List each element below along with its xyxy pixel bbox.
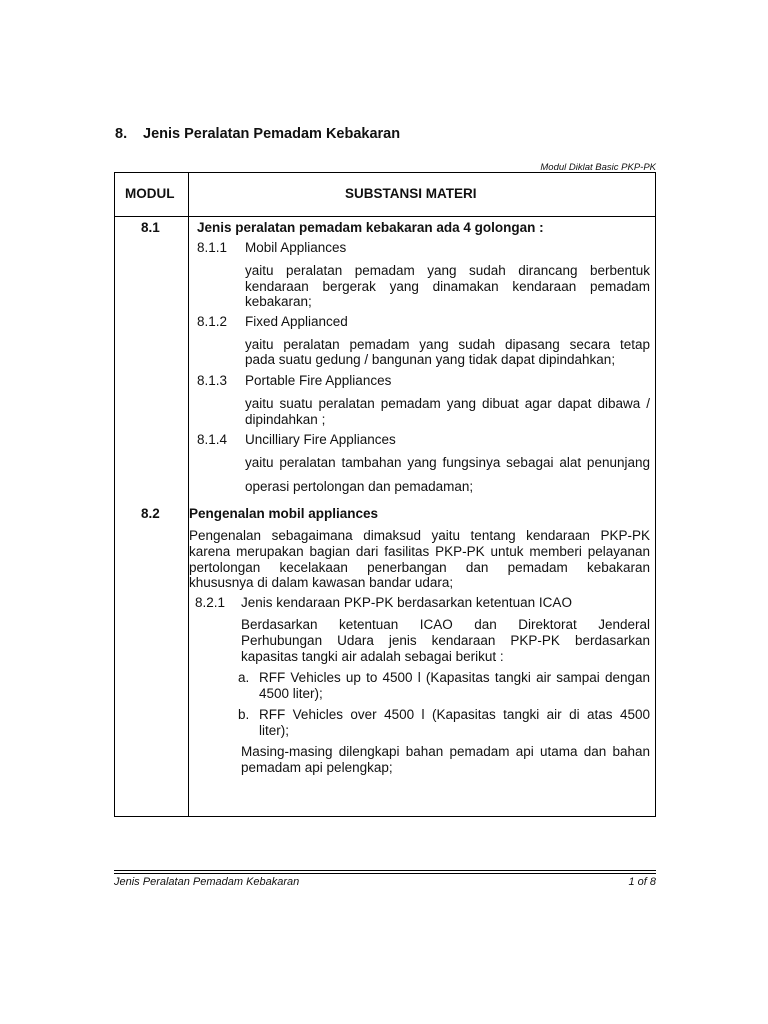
item-8-1-3-title: Portable Fire Appliances	[245, 373, 392, 388]
item-8-2-1-title: Jenis kendaraan PKP-PK berdasarkan ketentuan ICAO	[241, 595, 572, 610]
item-8-1-1-title: Mobil Appliances	[245, 240, 347, 255]
item-8-1-4-number: 8.1.4	[197, 432, 228, 447]
module-reference: Modul Diklat Basic PKP-PK	[540, 162, 656, 173]
item-8-1-1-line-2: kendaraan bergerak yang dinamakan kendaraan pemadam	[245, 279, 650, 294]
header-divider	[115, 216, 655, 217]
item-8-1-2-line-1: yaitu peralatan pemadam yang sudah dipasang secara tetap	[245, 337, 650, 352]
section-8-2-intro-line-2: karena merupakan bagian dari fasilitas PKP-PK untuk memberi pelayanan	[189, 544, 650, 559]
item-8-1-3-number: 8.1.3	[197, 373, 228, 388]
header-modul: MODUL	[125, 186, 175, 201]
header-substansi: SUBSTANSI MATERI	[345, 186, 477, 201]
item-8-1-1-line-3: kebakaran;	[245, 294, 312, 309]
list-item-a-label: a.	[238, 670, 250, 685]
item-8-1-3-line-2: dipindahkan ;	[245, 412, 326, 427]
item-8-1-2-line-2: pada suatu gedung / bangunan yang tidak dapat dipindahkan;	[245, 352, 616, 367]
section-8-2-intro-line-4: khususnya di dalam kawasan bandar udara;	[189, 575, 454, 590]
section-8-2-intro-line-1: Pengenalan sebagaimana dimaksud yaitu tentang kendaraan PKP-PK	[189, 528, 650, 543]
heading-number: 8.	[115, 126, 128, 142]
list-item-a-line-2: 4500 liter);	[259, 686, 323, 701]
section-8-2-number: 8.2	[141, 506, 160, 521]
heading-title: Jenis Peralatan Pemadam Kebakaran	[143, 126, 401, 142]
item-8-1-2-number: 8.1.2	[197, 314, 228, 329]
item-8-1-1-number: 8.1.1	[197, 240, 228, 255]
item-8-2-1-number: 8.2.1	[195, 595, 226, 610]
item-8-1-2-title: Fixed Applianced	[245, 314, 348, 329]
footer-title: Jenis Peralatan Pemadam Kebakaran	[114, 876, 300, 888]
item-8-2-1-note-line-1: Masing-masing dilengkapi bahan pemadam api utama dan bahan	[241, 744, 650, 759]
item-8-2-1-note-line-2: pemadam api pelengkap;	[241, 760, 393, 775]
item-8-1-4-line-2: operasi pertolongan dan pemadaman;	[245, 479, 474, 494]
item-8-2-1-line-2: Perhubungan Udara jenis kendaraan PKP-PK berdasarkan	[241, 633, 650, 648]
list-item-b-label: b.	[238, 707, 250, 722]
section-8-2-intro-line-3: pertolongan kecelakaan penerbangan dan pemadam kebakaran	[189, 560, 650, 575]
item-8-1-3-line-1: yaitu suatu peralatan pemadam yang dibuat agar dapat dibawa /	[245, 396, 650, 411]
section-8-2-title: Pengenalan mobil appliances	[189, 506, 379, 521]
item-8-1-1-line-1: yaitu peralatan pemadam yang sudah dirancang berbentuk	[245, 263, 650, 278]
item-8-2-1-line-3: kapasitas tangki air adalah sebagai berikut :	[241, 649, 504, 664]
footer-page-number: 1 of 8	[628, 876, 656, 888]
list-item-a-line-1: RFF Vehicles up to 4500 l (Kapasitas tangki air sampai dengan	[259, 670, 650, 685]
item-8-2-1-line-1: Berdasarkan ketentuan ICAO dan Direktorat Jenderal	[241, 617, 650, 632]
footer-rule-secondary	[114, 873, 656, 874]
item-8-1-4-title: Uncilliary Fire Appliances	[245, 432, 396, 447]
column-divider	[188, 173, 189, 816]
section-8-1-title: Jenis peralatan pemadam kebakaran ada 4 golongan :	[197, 220, 544, 235]
section-8-1-number: 8.1	[141, 220, 160, 235]
content-table	[114, 172, 656, 817]
list-item-b-line-2: liter);	[259, 723, 289, 738]
item-8-1-4-line-1: yaitu peralatan tambahan yang fungsinya sebagai alat penunjang	[245, 455, 650, 470]
page-heading	[115, 126, 400, 142]
footer-rule	[114, 870, 656, 871]
list-item-b-line-1: RFF Vehicles over 4500 l (Kapasitas tangki air di atas 4500	[259, 707, 650, 722]
